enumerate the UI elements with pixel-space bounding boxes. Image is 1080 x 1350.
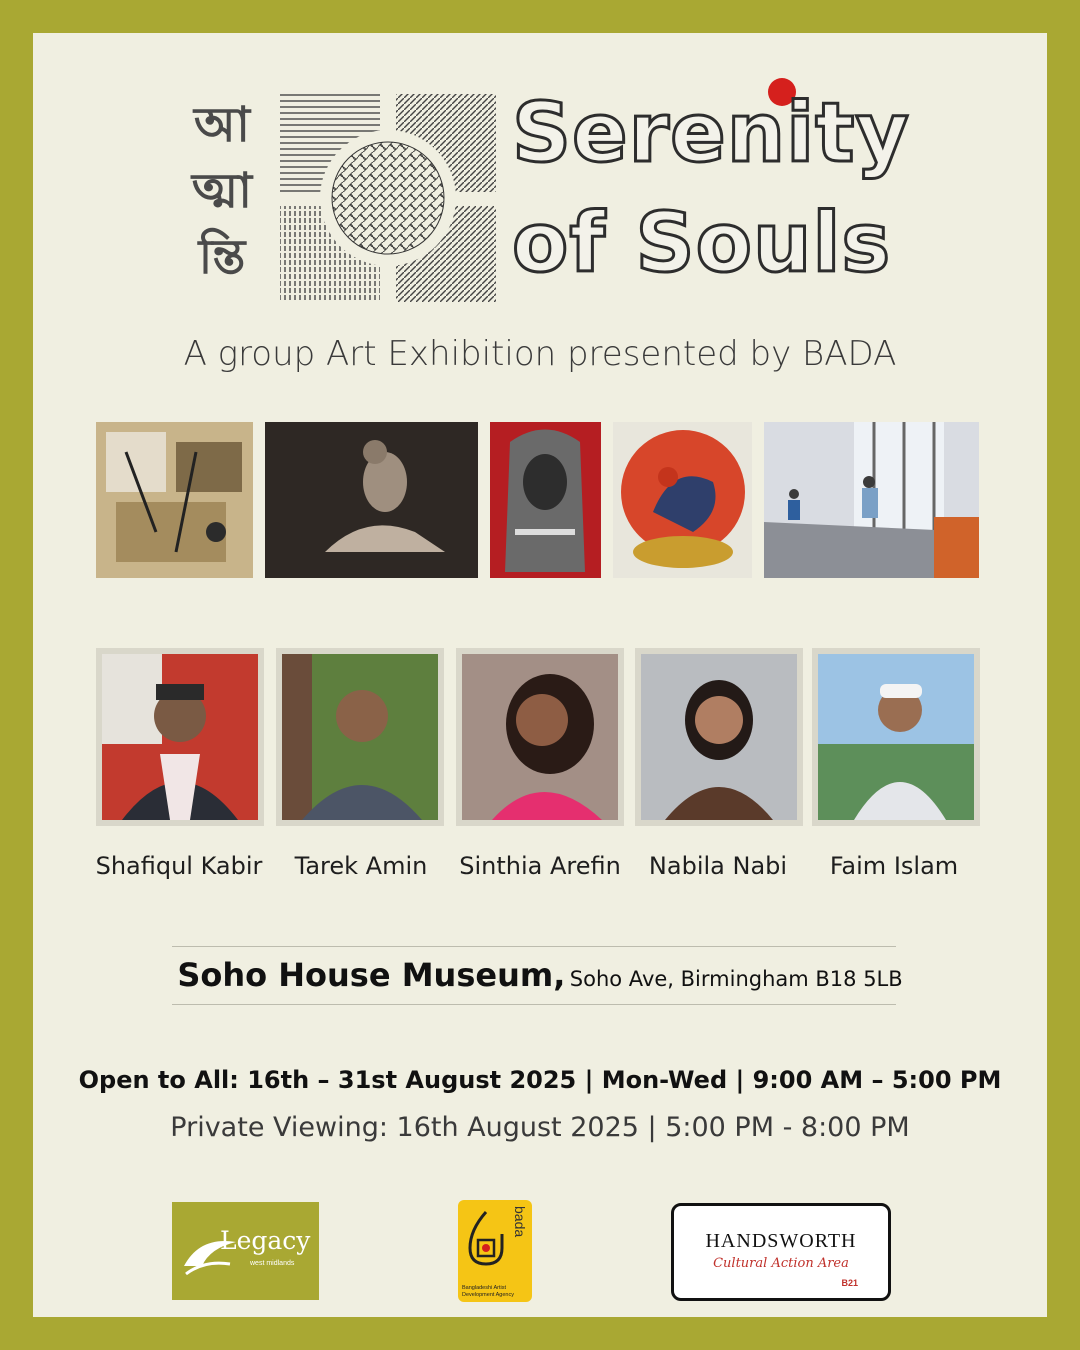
portrait-nabila-nabi (635, 648, 803, 826)
portrait-tarek-amin (276, 648, 444, 826)
bada-logo (458, 1200, 532, 1302)
bengali-title (172, 92, 272, 290)
legacy-logo-text: Legacy (220, 1226, 311, 1255)
bengali-title-line: আ (194, 97, 250, 153)
artwork-window-scene (764, 422, 979, 578)
divider (172, 1004, 896, 1005)
title-line-2: of Souls (512, 196, 892, 291)
handsworth-logo-text: HANDSWORTH (705, 1230, 857, 1252)
venue-name: Soho House Museum, (177, 956, 566, 994)
artwork-veiled-face (490, 422, 601, 578)
artist-name: Faim Islam (829, 852, 959, 880)
artwork-mixed-media (96, 422, 253, 578)
hatched-square-motif (278, 92, 498, 304)
subtitle: A group Art Exhibition presented by BADA (183, 334, 897, 374)
handsworth-logo (671, 1203, 891, 1301)
artwork-reclining-figure (265, 422, 478, 578)
venue (0, 956, 1080, 994)
bengali-title-line: ত্মা (191, 163, 253, 219)
artist-name: Nabila Nabi (648, 852, 788, 880)
legacy-logo (172, 1202, 319, 1300)
legacy-logo-subtext: west midlands (250, 1260, 295, 1267)
divider (172, 946, 896, 947)
artwork-rooster-textile (613, 422, 752, 578)
handsworth-logo-subtext: Cultural Action Area (713, 1256, 849, 1271)
portrait-faim-islam (812, 648, 980, 826)
bengali-title-line: ন্তি (198, 229, 246, 285)
bada-mark-icon (464, 1208, 508, 1268)
portrait-sinthia-arefin (456, 648, 624, 826)
venue-address: Soho Ave, Birmingham B18 5LB (569, 967, 903, 991)
artist-name: Shafiqul Kabir (95, 852, 263, 880)
handsworth-logo-code: B21 (841, 1278, 858, 1288)
private-viewing: Private Viewing: 16th August 2025 | 5:00 PM - 8:00 PM (170, 1112, 910, 1143)
artist-name: Tarek Amin (294, 852, 428, 880)
bada-logo-subtext: Bangladeshi Artist Development Agency (462, 1285, 514, 1298)
bada-logo-text: bada (512, 1206, 528, 1238)
open-dates: Open to All: 16th – 31st August 2025 | Mon-Wed | 9:00 AM – 5:00 PM (78, 1066, 1002, 1094)
portrait-shafiqul-kabir (96, 648, 264, 826)
title-line-1: Serenity (512, 86, 910, 181)
artist-name: Sinthia Arefin (459, 852, 621, 880)
